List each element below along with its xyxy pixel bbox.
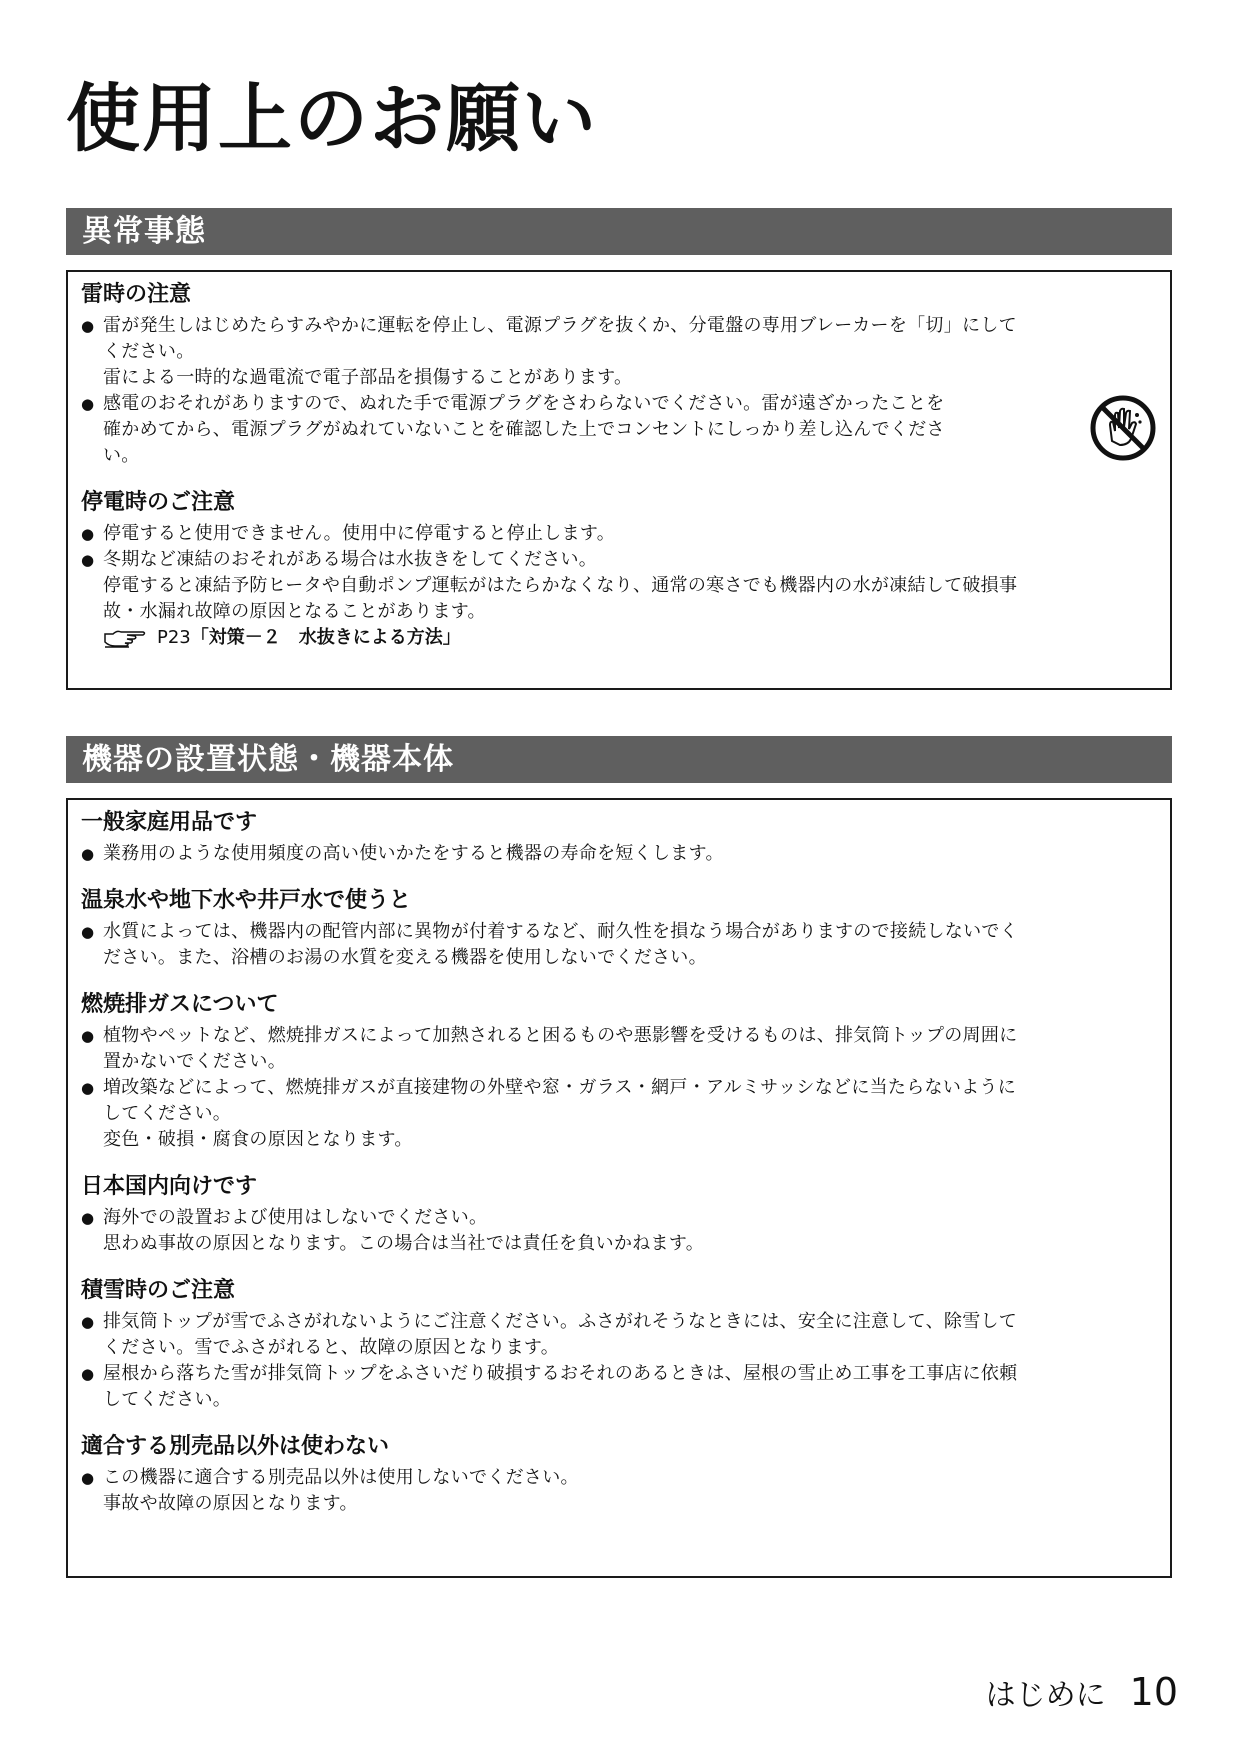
section-box-abnormal xyxy=(66,270,1172,690)
item-line: 雷が発生しはじめたらすみやかに運転を停止し、電源プラグを抜くか、分電盤の専用ブレーカーを「切」にして xyxy=(103,315,1017,336)
reference-label: 「対策－２ 水抜きによる方法」 xyxy=(190,627,461,648)
heading-household-use: 一般家庭用品です xyxy=(81,810,258,835)
list-item xyxy=(81,1309,1156,1335)
heading-exhaust-gas: 燃焼排ガスについて xyxy=(81,992,279,1017)
bullet: ● xyxy=(81,395,95,413)
item-line: してください。 xyxy=(103,1103,232,1124)
item-line: 感電のおそれがありますので、ぬれた手で電源プラグをさわらないでください。雷が遠ざかったことを xyxy=(103,393,945,414)
list-item xyxy=(81,521,1156,547)
section-header-abnormal: 異常事態 xyxy=(66,208,1172,255)
item-line: 変色・破損・腐食の原因となります。 xyxy=(103,1129,413,1150)
item-line: ください。雪でふさがれると、故障の原因となります。 xyxy=(103,1337,560,1358)
item-line: 屋根から落ちた雪が排気筒トップをふさいだり破損するおそれのあるときは、屋根の雪止め工事を工事店に依頼 xyxy=(103,1363,1018,1384)
list-item xyxy=(81,1023,1156,1049)
list-item xyxy=(81,919,1156,945)
item-line: 停電すると使用できません。使用中に停電すると停止します。 xyxy=(103,523,616,544)
page-footer xyxy=(986,1672,1178,1716)
item-line: い。 xyxy=(103,445,140,466)
chapter-label: はじめに xyxy=(985,1678,1106,1713)
item-line: 雷による一時的な過電流で電子部品を損傷することがあります。 xyxy=(103,367,633,388)
heading-lightning: 雷時の注意 xyxy=(81,282,192,307)
item-line: 海外での設置および使用はしないでください。 xyxy=(103,1207,488,1228)
list-item xyxy=(81,1361,1156,1387)
item-line: 増改築などによって、燃焼排ガスが直接建物の外壁や窓・ガラス・網戸・アルミサッシなどに当たらないように xyxy=(103,1077,1017,1098)
heading-domestic-use: 日本国内向けです xyxy=(81,1174,258,1199)
page-title: 使用上のお願い xyxy=(66,76,598,162)
item-line: 故・水漏れ故障の原因となることがあります。 xyxy=(103,601,486,622)
pointing-hand-icon xyxy=(103,628,147,648)
bullet: ● xyxy=(81,1313,95,1331)
item-line: 停電すると凍結予防ヒータや自動ポンプ運転がはたらかなくなり、通常の寒さでも機器内の水が凍結して破損事 xyxy=(103,575,1018,596)
bullet: ● xyxy=(81,1209,95,1227)
item-line: ください。 xyxy=(103,341,195,362)
item-line: この機器に適合する別売品以外は使用しないでください。 xyxy=(103,1467,579,1488)
bullet: ● xyxy=(81,1365,95,1383)
bullet: ● xyxy=(81,1079,95,1097)
bullet: ● xyxy=(81,845,95,863)
no-wet-hands-icon xyxy=(1090,395,1156,465)
heading-snowfall: 積雪時のご注意 xyxy=(81,1278,236,1303)
list-item xyxy=(81,391,1156,417)
section-header-installation: 機器の設置状態・機器本体 xyxy=(66,736,1172,783)
bullet: ● xyxy=(81,923,95,941)
bullet: ● xyxy=(81,1027,95,1045)
heading-water-quality: 温泉水や地下水や井戸水で使うと xyxy=(81,888,412,913)
item-line: 事故や故障の原因となります。 xyxy=(103,1493,358,1514)
bullet: ● xyxy=(81,525,95,543)
item-line: 植物やペットなど、燃焼排ガスによって加熱されると困るものや悪影響を受けるものは、排気筒トップの周囲に xyxy=(103,1025,1018,1046)
item-line: 冬期など凍結のおそれがある場合は水抜きをしてください。 xyxy=(103,549,598,570)
list-item xyxy=(81,1465,1156,1491)
list-item xyxy=(81,547,1156,573)
list-item xyxy=(81,313,1156,339)
heading-accessories: 適合する別売品以外は使わない xyxy=(81,1434,390,1459)
item-line: してください。 xyxy=(103,1389,232,1410)
item-line: 業務用のような使用頻度の高い使いかたをすると機器の寿命を短くします。 xyxy=(103,843,724,864)
page-reference xyxy=(81,625,1156,651)
item-line: ださい。また、浴槽のお湯の水質を変える機器を使用しないでください。 xyxy=(103,947,707,968)
item-line: 置かないでください。 xyxy=(103,1051,286,1072)
item-line: 確かめてから、電源プラグがぬれていないことを確認した上でコンセントにしっかり差し込んでくださ xyxy=(103,419,945,440)
page-number: 10 xyxy=(1129,1670,1178,1714)
item-line: 思わぬ事故の原因となります。この場合は当社では責任を負いかねます。 xyxy=(103,1233,705,1254)
section-box-installation xyxy=(66,798,1172,1578)
bullet: ● xyxy=(81,317,95,335)
list-item xyxy=(81,1205,1156,1231)
bullet: ● xyxy=(81,551,95,569)
list-item xyxy=(81,1075,1156,1101)
item-line: 水質によっては、機器内の配管内部に異物が付着するなど、耐久性を損なう場合がありますので接続しないでく xyxy=(103,921,1018,942)
heading-power-outage: 停電時のご注意 xyxy=(81,490,236,515)
list-item xyxy=(81,841,1156,867)
bullet: ● xyxy=(81,1469,95,1487)
reference-page: P23 xyxy=(157,627,191,648)
item-line: 排気筒トップが雪でふさがれないようにご注意ください。ふさがれそうなときには、安全に注意して、除雪して xyxy=(103,1311,1018,1332)
